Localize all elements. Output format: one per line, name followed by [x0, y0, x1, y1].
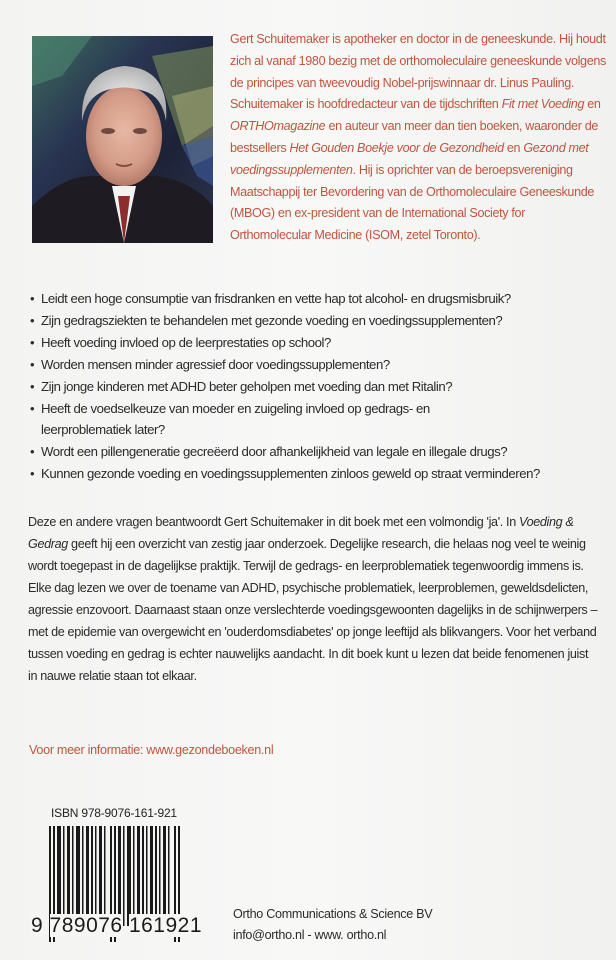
bullet-icon: • — [30, 466, 35, 482]
question-item: • Worden mensen minder agressief door voedingssupplementen? — [30, 354, 610, 376]
question-item: • Heeft voeding invloed op de leerprestaties op school? — [30, 332, 610, 354]
question-list — [30, 288, 610, 485]
isbn-label: ISBN 978-9076-161-921 — [51, 806, 177, 820]
barcode-group-2: 161921 — [128, 914, 203, 937]
portrait-image-icon — [32, 36, 213, 243]
barcode-first-digit: 9 — [31, 914, 44, 937]
question-item: • Wordt een pillengeneratie gecreëerd door afhankelijkheid van legale en illegale drugs? — [30, 441, 610, 463]
magazine-title: Fit met Voeding — [501, 97, 585, 112]
question-item: • Kunnen gezonde voeding en voedingssupplementen zinloos geweld op straat verminderen? — [30, 463, 610, 485]
bullet-icon: • — [30, 312, 35, 328]
more-info — [29, 743, 273, 757]
bullet-icon: • — [30, 444, 35, 460]
website-link[interactable]: www.gezondeboeken.nl — [146, 743, 274, 757]
bullet-icon: • — [30, 378, 35, 394]
question-item: • Heeft de voedselkeuze van moeder en zuigeling invloed op gedrags- en leerproblematiek later? — [30, 398, 511, 442]
book-title: Het Gouden Boekje voor de Gezondheid — [289, 140, 504, 155]
bullet-icon: • — [30, 356, 35, 372]
author-bio-text: Gert Schuitemaker is apotheker en doctor in de geneeskunde. Hij houdt zich al vanaf 1980 bezig met de orthomoleculaire geneeskunde volgens de principes van tweevoudig Nobel-prijswinnaar dr. Linus Pauling. Schuitemaker is hoofdredacteur van de tijdschriften Fit met Voeding en ORTHOmagazine en auteur van meer dan tien boeken, waaronder de bestsellers Het Gouden Boekje voor de Gezondheid en Gezond met voedingssupplementen. Hij is oprichter van de beroepsvereniging Maatschappij ter Bevordering van de Orthomoleculaire Geneeskunde (MBOG) en ex-president van de International Society for Orthomolecular Medicine (ISOM, zetel Toronto). — [230, 32, 606, 243]
magazine-title: ORTHOmagazine — [230, 119, 326, 134]
barcode-digits — [31, 914, 203, 938]
bullet-icon: • — [30, 334, 35, 350]
publisher-contact: info@ortho.nl - www. ortho.nl — [233, 928, 387, 942]
barcode-group-1: 789076 — [49, 914, 123, 937]
publisher-name: Ortho Communications & Science BV — [233, 907, 433, 921]
book-title: Gezond met voedingssupplementen — [230, 140, 589, 177]
book-title: Voeding & Gedrag — [28, 515, 574, 551]
question-item: • Leidt een hoge consumptie van frisdranken en vette hap tot alcohol- en drugsmisbruik? — [30, 288, 610, 310]
question-item: • Zijn jonge kinderen met ADHD beter geholpen met voeding dan met Ritalin? — [30, 376, 610, 398]
publisher-info — [233, 904, 432, 946]
bullet-icon: • — [30, 400, 35, 416]
author-photo — [32, 36, 213, 243]
more-info-label: Voor meer informatie: — [29, 743, 147, 757]
question-item: • Zijn gedragsziekten te behandelen met gezonde voeding en voedingssupplementen? — [30, 310, 610, 332]
author-bio — [230, 29, 608, 247]
book-description: Deze en andere vragen beantwoordt Gert Schuitemaker in dit boek met een volmondig 'ja'. In Voeding & Gedrag geeft hij een overzicht van zestig jaar onderzoek. Degelijke research, die helaas nog veel te weinig wordt toegepast in de dagelijkse praktijk. Terwijl de gedrags- en leerproblematiek tegenwoordig immens is. Elke dag lezen we over de toename van ADHD, psychische problematiek, leerproblemen, geweldsdelicten, agressie enzovoort. Daarnaast staan onze verslechterde voedingsgewoonten dagelijks in de schijnwerpers – met de epidemie van overgewicht en 'ouderdomsdiabetes' op jonge leeftijd als blikvangers. Voor het verband tussen voeding en gedrag is echter nauwelijks aandacht. In dit boek kunt u lezen dat beide fenomenen juist in nauwe relatie staan tot elkaar. — [28, 515, 598, 683]
bullet-icon: • — [30, 291, 35, 306]
